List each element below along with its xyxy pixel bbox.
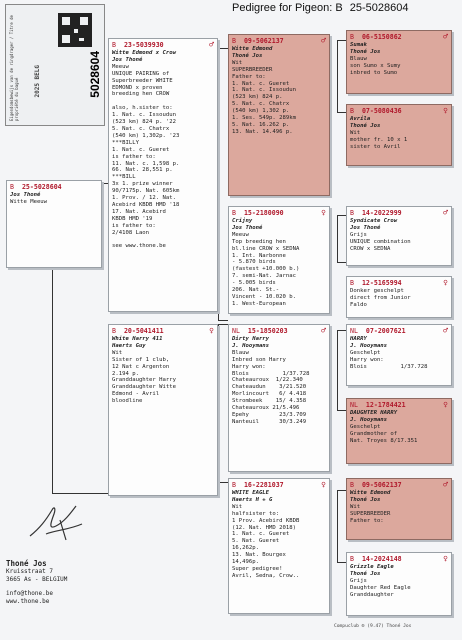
pigeon-details: Wit SUPERBREEDER Father to: [350, 503, 391, 524]
country-code: B [350, 481, 354, 489]
card-father[interactable] [108, 38, 218, 312]
country-code: B [232, 481, 236, 489]
pigeon-details: Geschelpt Grandmother of Nat. Troyes 8/17.351 [350, 423, 418, 444]
sex-symbol: ♂ [443, 208, 448, 217]
ring-number: 07-2007621 [365, 327, 406, 335]
country-code: B [350, 279, 354, 287]
pigeon-details: Blauw Inbred son Harry Harry won: Blois 1/37.728 Chateauroux 1/22.340 Chateaudun 3/21.520 Morlincourt 6/ 4.418 Strombeek 15/ 4.358 Chateauroux 21/5.496 Epehy 23/3.709 Nanteuil 30/3.249 [232, 349, 310, 425]
pigeon-name: HARRY J. Hooymans [350, 336, 388, 349]
sex-symbol: ♀ [443, 400, 448, 409]
title-ring: 25-5028604 [349, 2, 409, 14]
ownership-tag [5, 4, 105, 126]
sex-symbol: ♂ [209, 40, 214, 49]
title-prefix: Pedigree for Pigeon: B [232, 2, 343, 14]
owner-website[interactable]: www.thone.be [6, 598, 50, 605]
tag-year: 2025 BELG [34, 65, 41, 98]
card-ffm[interactable] [346, 104, 452, 166]
qr-code-icon [58, 13, 92, 47]
owner-street: Kruisstraat 7 [6, 568, 53, 575]
ring-number: 06-5150862 [361, 33, 402, 41]
pigeon-details: Witte Meeuw [10, 198, 48, 205]
pigeon-name: Syndicate Crow Jos Thoné [350, 218, 398, 231]
sex-symbol: ♂ [443, 326, 448, 335]
ring-number: 23-5039930 [123, 41, 164, 49]
card-father-father[interactable] [228, 34, 330, 196]
pigeon-name: WHITE EAGLE Haerts H + G [232, 490, 273, 503]
owner-city: 3665 As - BELGIUM [6, 576, 68, 583]
ring-number: 20-5041411 [123, 327, 164, 335]
card-father-mother[interactable] [228, 206, 330, 314]
pigeon-details: Meeuw Top breeding hen bl.line CROW x SEDNA 1. Int. Narbonne - 5.870 birds (fastest +10.000 b.) 7. semi-Nat. Jarnac - 5.005 birds 206. Nat. St.- Vincent - 10.020 b. 1. West-European [232, 231, 300, 307]
pigeon-name: Sumak Thoné Jos [350, 42, 381, 55]
country-code: B [112, 327, 116, 335]
ring-number: 14-2024148 [361, 555, 402, 563]
pigeon-name: White Harry 411 Haerts Guy [112, 336, 163, 349]
country-code: B [350, 33, 354, 41]
pigeon-name: Witte Edmond Thoné Jos [232, 46, 273, 59]
country-code: B [112, 41, 116, 49]
card-mfm[interactable] [346, 398, 452, 464]
country-code: B [350, 107, 354, 115]
pigeon-details: Blauw son Sumo x Sumy inbred to Sumo [350, 55, 401, 76]
card-mother-father[interactable] [228, 324, 330, 472]
ring-number: 09-5062137 [243, 37, 284, 45]
country-code: B [350, 209, 354, 217]
ring-number: 14-2022999 [361, 209, 402, 217]
pigeon-name: Grizzle Eagle Thoné Jos [350, 564, 394, 577]
country-code: NL [350, 401, 358, 409]
card-mmm[interactable] [346, 552, 452, 616]
ring-number: 16-2281037 [243, 481, 284, 489]
pigeon-details: Grijs UNIQUE combination CROW x SEDNA [350, 231, 411, 252]
pigeon-name: Crijny Jos Thoné [232, 218, 263, 231]
owner-name: Thoné Jos [6, 559, 47, 568]
country-code: B [10, 183, 14, 191]
sex-symbol: ♀ [321, 480, 326, 489]
pigeon-details: Geschelpt Harry won: Blois 1/37.728 [350, 349, 428, 370]
pigeon-details: Wit Sister of 1 club, 12 Nat c Argenton 2.194 p. Granddaughter Harry Granddaughter Witte Edmond - Avril bloodline [112, 349, 176, 405]
card-fmm[interactable] [346, 276, 452, 318]
pigeon-details: Grijs Daughter Red Eagle Granddaughter [350, 577, 411, 598]
pigeon-name: Avrila Thoné Jos [350, 116, 381, 129]
signature-icon [26, 500, 86, 544]
sex-symbol: ♂ [321, 36, 326, 45]
card-mmf[interactable] [346, 478, 452, 540]
card-fff[interactable] [346, 30, 452, 94]
card-mff[interactable] [346, 324, 452, 386]
sex-symbol: ♂ [443, 32, 448, 41]
ring-number: 07-5080436 [361, 107, 402, 115]
ring-number: 12-1784421 [365, 401, 406, 409]
sex-symbol: ♀ [209, 326, 214, 335]
tag-ring-number: 5028604 [88, 51, 102, 98]
pigeon-name: Witte Edmond x Crow Jos Thoné [112, 50, 176, 63]
card-mother-mother[interactable] [228, 478, 330, 614]
country-code: B [232, 209, 236, 217]
sex-symbol: ♂ [321, 326, 326, 335]
sex-symbol: ♀ [443, 554, 448, 563]
pigeon-details: Wit mother fr. 10 x 1 sister to Avril [350, 129, 408, 150]
pigeon-details: Wit halfsister to: 1 Prov. Acebird KBDB (12. Nat. HMD 2018) 1. Nat. c. Gueret 5. Nat. Gueret 16,262p. 13. Nat. Bourgex 14,496p. Super pedigree! Avril, Sedna, Crow.. [232, 503, 300, 579]
country-code: NL [232, 327, 240, 335]
tag-fine-print: Eigendomsbewijs van de ringdrager / Titre de propriété du bagué [9, 15, 19, 121]
footer-credit: Compuclub ® (9.47) Thoné Jos [334, 624, 412, 629]
pigeon-name: Dirty Harry J. Hooymans [232, 336, 270, 349]
pigeon-details: Donker geschelpt direct from Junior Faldo [350, 288, 411, 308]
ring-number: 25-5028604 [21, 183, 62, 191]
country-code: B [232, 37, 236, 45]
pigeon-name: Jos Thoné [10, 192, 41, 198]
pigeon-details: Wit SUPERBREEDER Father to: 1. Nat. c. Gueret 1. Nat. c. Issoudun (523 km) 824 p. 5. Nat. c. Chatrx (540 km) 1,302 p. 1. Ses. 549p. 289km 5. Nat. 16.262 p. 13. Nat. 14.496 p. [232, 59, 296, 135]
ring-number: 15-1850203 [247, 327, 288, 335]
card-mother[interactable] [108, 324, 218, 496]
ring-number: 12-5165994 [361, 279, 402, 287]
ring-number: 09-5062137 [361, 481, 402, 489]
sex-symbol: ♀ [443, 278, 448, 287]
ring-number: 15-2180090 [243, 209, 284, 217]
owner-email[interactable]: info@thone.be [6, 590, 53, 597]
pigeon-name: DAUGHTER HARRY J. Hooymans [350, 410, 398, 423]
sex-symbol: ♀ [321, 208, 326, 217]
card-fmf[interactable] [346, 206, 452, 266]
country-code: B [350, 555, 354, 563]
pigeon-name: Witte Edmond Thoné Jos [350, 490, 391, 503]
pigeon-details: Meeuw UNIQUE PAIRING of Superbreeder WHITE EDMOND x proven breeding hen CROW also, h.sister to: 1. Nat. c. Issoudun (523 km) 824 p. '22 5. Nat. c. Chatrx (540 km) 1,302p. '23 ***BILLY 1. Nat. c. Gueret is father to: 11. Nat. c. 1,598 p. 66. Nat. 28,551 p. ***BILL 3x 1. prize winner 90/7175p. Nat. 605km 1. Prov. / 12. Nat. Acebird KBDB HMD '18 17. Nat. Acebird KBDB HMD '19 is father to: 2/4108 Laon see www.thone.be [112, 63, 180, 250]
owner-block [6, 560, 67, 606]
country-code: NL [350, 327, 358, 335]
page-title [228, 2, 408, 14]
sex-symbol: ♀ [443, 106, 448, 115]
card-subject[interactable] [6, 180, 102, 268]
sex-symbol: ♂ [443, 480, 448, 489]
